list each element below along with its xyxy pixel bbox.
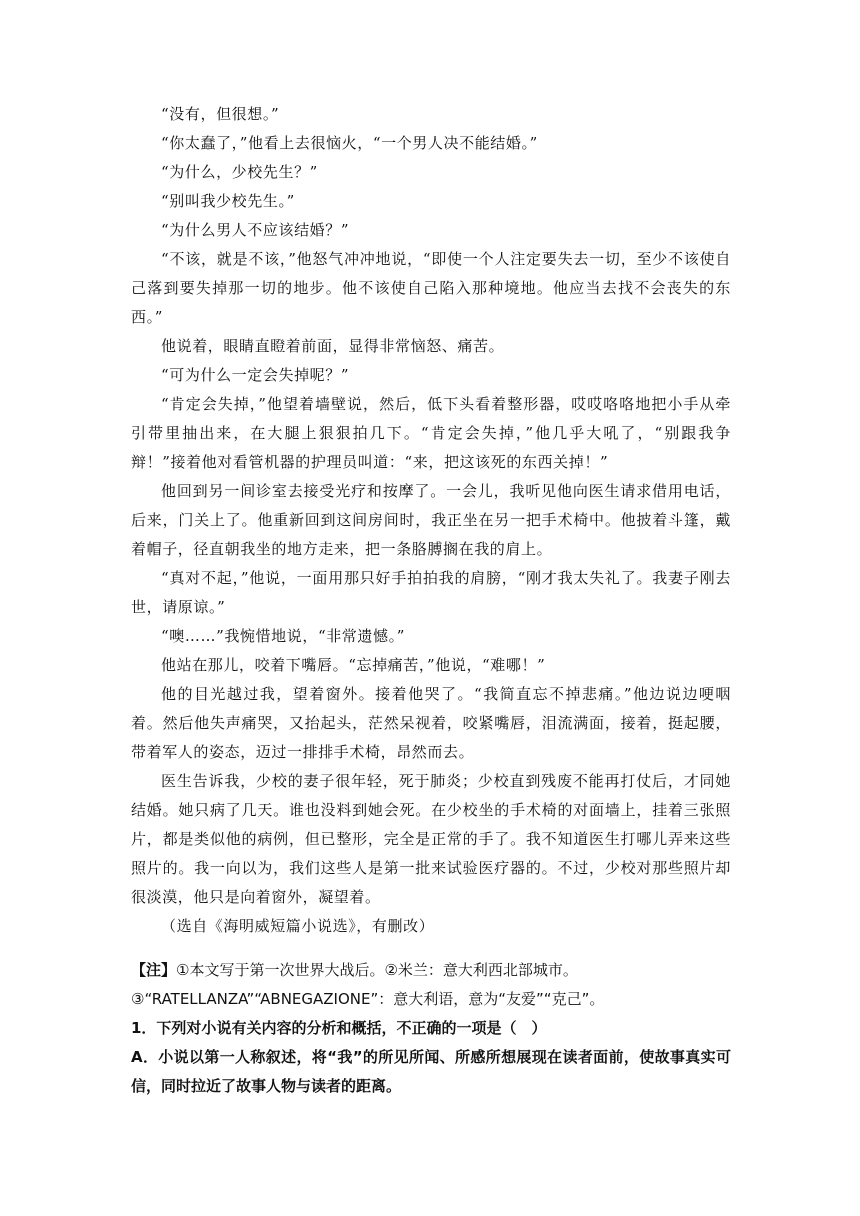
story-paragraph: 医生告诉我，少校的妻子很年轻，死于肺炎；少校直到残废不能再打仗后，才同她结婚。她只病了几天。谁也没料到她会死。在少校坐的手术椅的对面墙上，挂着三张照片，都是类似他的病例，但已整形，完全是正常的手了。我不知道医生打哪儿弄来这些照片的。我一向以为，我们这些人是第一批来试验医疗器的。不过，少校对那些照片却很淡漠，他只是向着窗外，凝望着。 [131,772,731,906]
story-paragraph: 他的目光越过我，望着窗外。接着他哭了。“我简直忘不掉悲痛。”他边说边哽咽着。然后他失声痛哭，又抬起头，茫然呆视着，咬紧嘴唇，泪流满面，接着，挺起腰，带着军人的姿态，迈过一排排手术椅，昂然而去。 [131,685,731,761]
story-paragraph: “真对不起，”他说，一面用那只好手拍拍我的肩膀，“刚才我太失礼了。我妻子刚去世，请原谅。” [131,569,731,616]
note-label: 【注】 [131,961,177,979]
story-paragraph: 他说着，眼睛直瞪着前面，显得非常恼怒、痛苦。 [161,337,505,355]
story-paragraph: “为什么，少校先生？” [161,163,318,181]
story-paragraph: “为什么男人不应该结婚？” [161,221,350,239]
note-text: ①本文写于第一次世界大战后。②米兰：意大利西北部城市。 [176,961,578,979]
question-option-a: A．小说以第一人称叙述，将“我”的所见所闻、所感所想展现在读者面前，使故事真实可信，同时拉近了故事人物与读者的距离。 [131,1048,731,1095]
source-citation: （选自《海明威短篇小说选》，有删改） [161,917,435,935]
story-paragraph: “肯定会失掉，”他望着墙壁说，然后，低下头看着整形器，哎哎咯咯地把小手从牵引带里抽出来，在大腿上狠狠拍几下。“肯定会失掉，”他几乎大吼了，“别跟我争辩！”接着他对看管机器的护理员叫道：“来，把这该死的东西关掉！” [131,395,731,471]
note-line: ③“RATELLANZA”“ABNEGAZIONE”：意大利语，意为“友爱”“克己”。 [131,990,605,1008]
story-paragraph: “可为什么一定会失掉呢？” [161,366,350,384]
story-paragraph: “不该，就是不该，”他怒气冲冲地说，“即使一个人注定要失去一切，至少不该使自己落到要失掉那一切的地步。他不该使自己陷入那种境地。他应当去找不会丧失的东西。” [131,250,731,326]
story-paragraph: 他回到另一间诊室去接受光疗和按摩了。一会儿，我听见他向医生请求借用电话，后来，门关上了。他重新回到这间房间时，我正坐在另一把手术椅中。他披着斗篷，戴着帽子，径直朝我坐的地方走来，把一条胳膊搁在我的肩上。 [131,482,731,558]
question-stem: 1．下列对小说有关内容的分析和概括，不正确的一项是（ ） [131,1019,547,1037]
story-paragraph: “没有，但很想。” [161,105,280,123]
story-paragraph: “别叫我少校先生。” [161,192,295,210]
story-paragraph: “噢……”我惋惜地说，“非常遗憾。” [161,627,405,645]
note-line [131,956,731,985]
story-paragraph: 他站在那儿，咬着下嘴唇。“忘掉痛苦，”他说，“难哪！” [161,656,546,674]
notes-and-question [131,956,731,1101]
story-text [131,100,731,941]
story-paragraph: “你太蠢了，”他看上去很恼火，“一个男人决不能结婚。” [161,134,538,152]
